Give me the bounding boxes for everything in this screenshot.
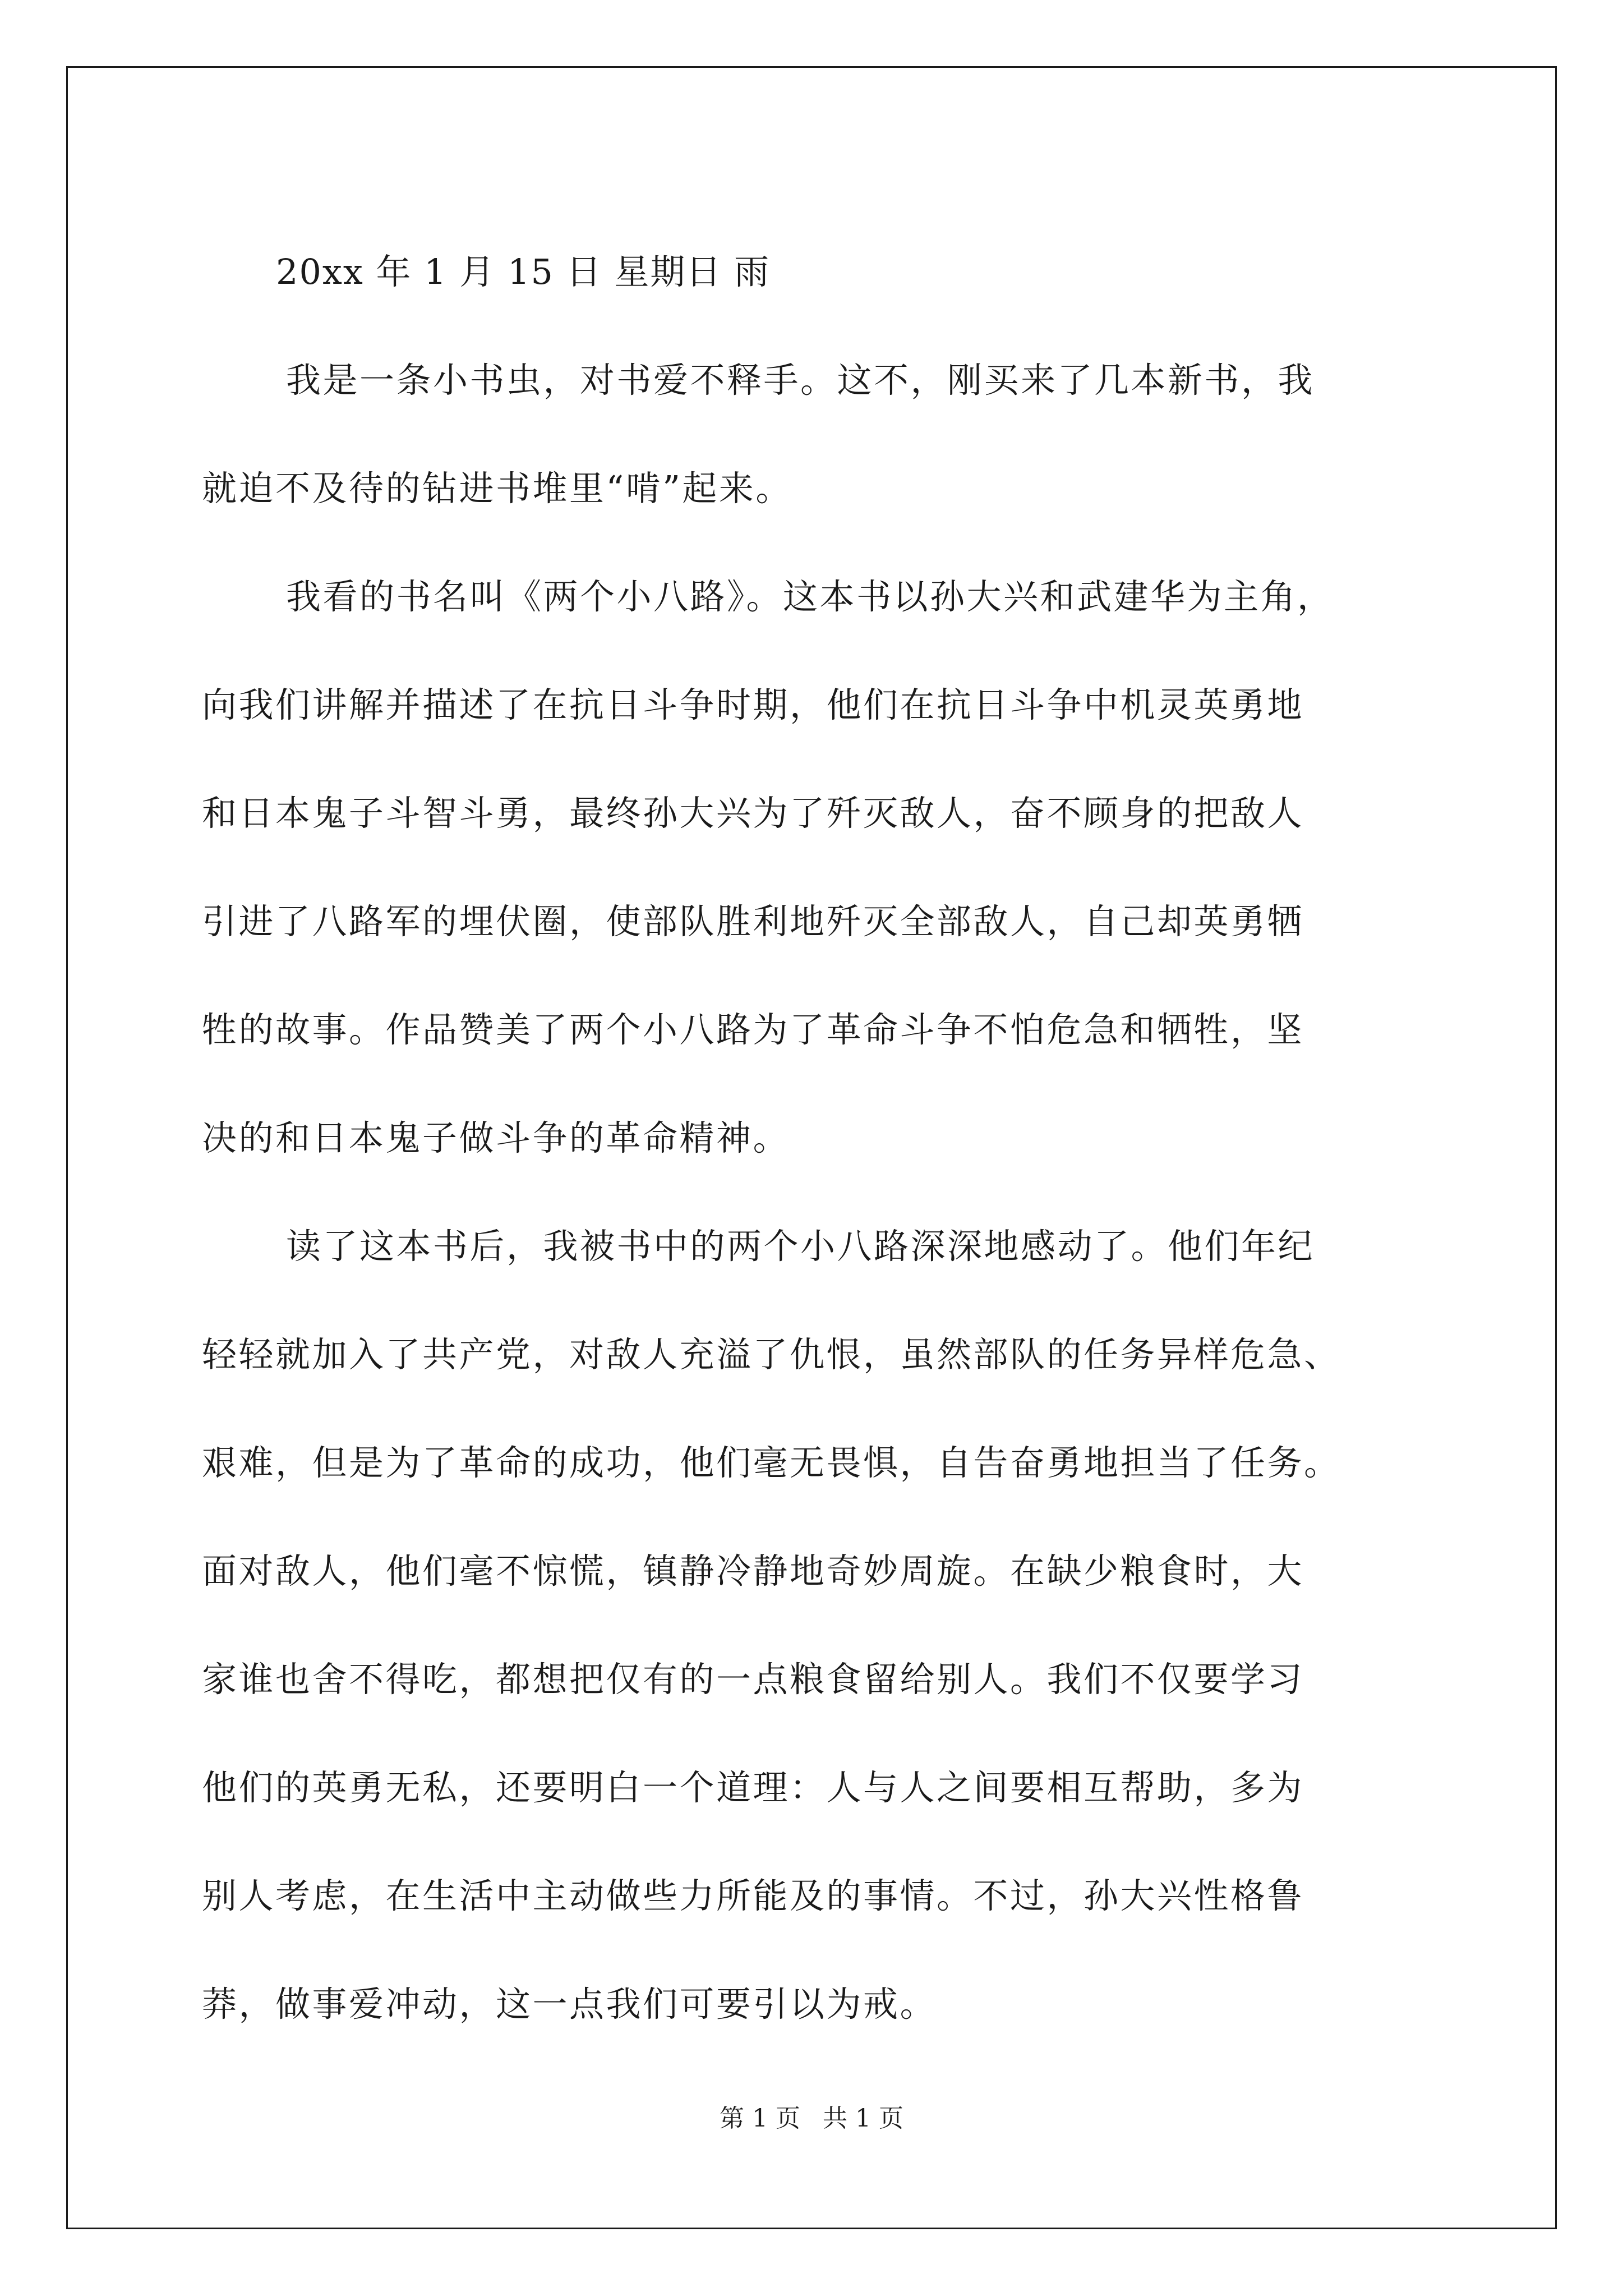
paragraph-line: 我是一条小书虫，对书爱不释手。这不，刚买来了几本新书，我 — [286, 360, 1315, 401]
paragraph-3 — [202, 1192, 1424, 2058]
paragraph-line: 引进了八路军的埋伏圈，使部队胜利地歼灭全部敌人，自己却英勇牺 — [202, 901, 1304, 942]
paragraph-line: 向我们讲解并描述了在抗日斗争时期，他们在抗日斗争中机灵英勇地 — [202, 684, 1304, 725]
paragraph-line: 读了这本书后，我被书中的两个小八路深深地感动了。他们年纪 — [286, 1226, 1315, 1267]
page-total: 共 1 页 — [823, 2104, 903, 2133]
paragraph-line: 家谁也舍不得吃，都想把仅有的一点粮食留给别人。我们不仅要学习 — [202, 1659, 1304, 1700]
paragraph-line: 牲的故事。作品赞美了两个小八路为了革命斗争不怕危急和牺牲，坚 — [202, 1009, 1304, 1050]
paragraph-line: 和日本鬼子斗智斗勇，最终孙大兴为了歼灭敌人，奋不顾身的把敌人 — [202, 793, 1304, 834]
paragraph-line: 他们的英勇无私，还要明白一个道理：人与人之间要相互帮助，多为 — [202, 1767, 1304, 1808]
paragraph-line: 面对敌人，他们毫不惊慌，镇静冷静地奇妙周旋。在缺少粮食时，大 — [202, 1550, 1304, 1591]
document-body — [202, 218, 1424, 2058]
paragraph-1 — [202, 326, 1424, 542]
date-line: 20xx 年 1 月 15 日 星期日 雨 — [276, 251, 771, 292]
page-footer — [0, 2098, 1623, 2134]
paragraph-line: 我看的书名叫《两个小八路》。这本书以孙大兴和武建华为主角， — [286, 576, 1334, 617]
paragraph-line: 莽，做事爱冲动，这一点我们可要引以为戒。 — [202, 1984, 937, 2024]
paragraph-line: 轻轻就加入了共产党，对敌人充溢了仇恨，虽然部队的任务异样危急、 — [202, 1334, 1341, 1375]
paragraph-line: 就迫不及待的钻进书堆里“啃”起来。 — [202, 468, 792, 509]
page-number: 第 1 页 — [720, 2104, 800, 2133]
paragraph-line: 决的和日本鬼子做斗争的革命精神。 — [202, 1117, 790, 1158]
paragraph-2 — [202, 542, 1424, 1192]
paragraph-line: 别人考虑，在生活中主动做些力所能及的事情。不过，孙大兴性格鲁 — [202, 1875, 1304, 1916]
paragraph-line: 艰难，但是为了革命的成功，他们毫无畏惧，自告奋勇地担当了任务。 — [202, 1442, 1341, 1483]
